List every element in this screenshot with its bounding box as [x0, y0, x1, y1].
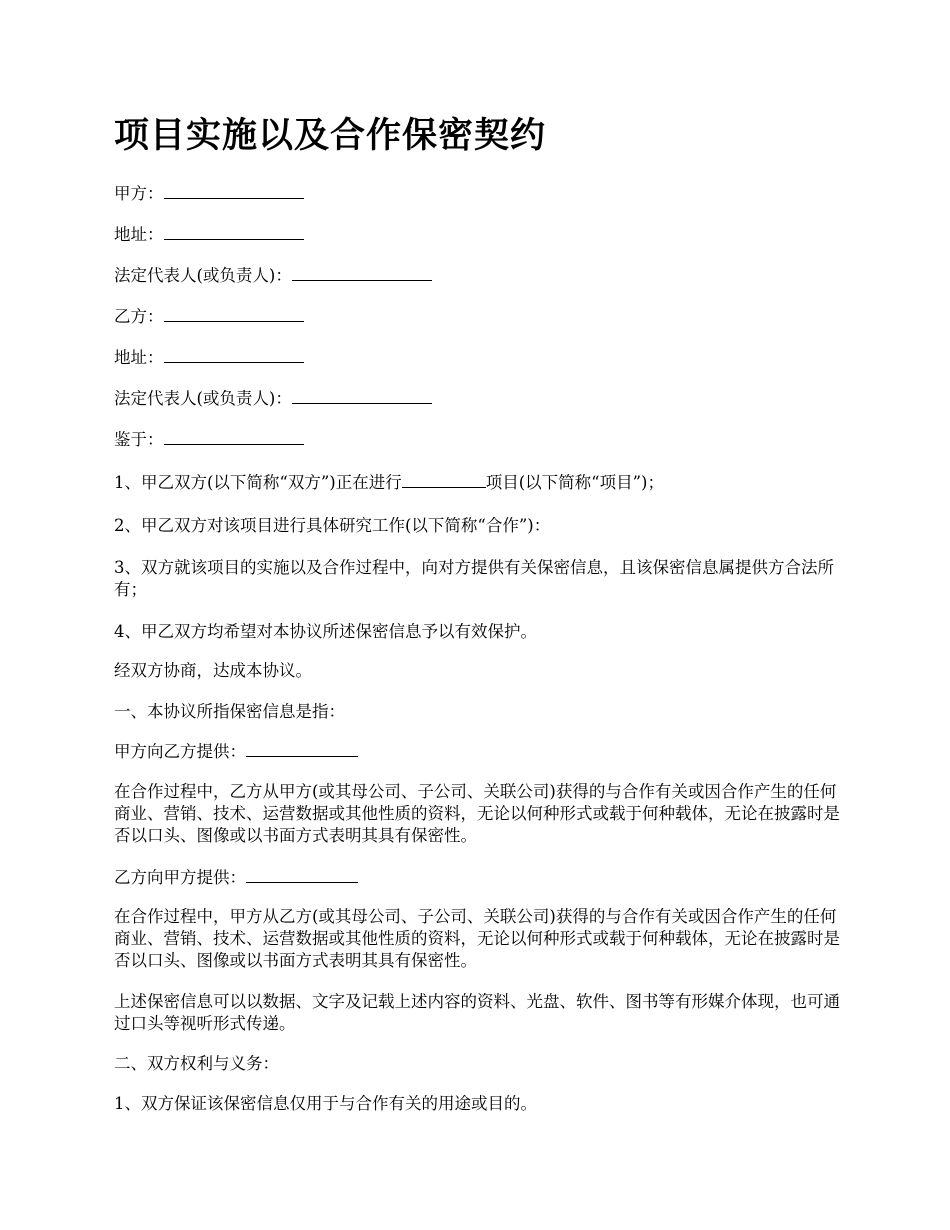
recital-3: 3、双方就该项目的实施以及合作过程中，向对方提供有关保密信息，且该保密信息属提供方合法所有；	[114, 558, 834, 599]
a-to-b-paragraph: 在合作过程中，乙方从甲方(或其母公司、子公司、关联公司)获得的与合作有关或因合作产生的任何商业、营销、技术、运营数据或其他性质的资料，无论以何种形式或载于何种载体，无论在披露时是否以口头、图像或以书面方式表明其具有保密性。	[114, 782, 840, 845]
party-b-address-label: 地址：	[114, 348, 164, 367]
party-b-label: 乙方：	[114, 307, 164, 326]
party-a-rep-label: 法定代表人(或负责人)：	[114, 266, 292, 285]
party-b-address-blank	[164, 346, 304, 363]
party-a-rep-blank	[292, 264, 432, 281]
recital-1-before: 1、甲乙双方(以下简称“双方”)正在进行	[114, 473, 402, 492]
party-b-rep-line	[114, 387, 844, 410]
recital-1-after: 项目(以下简称“项目”)；	[485, 473, 664, 492]
b-to-a-blank	[246, 866, 358, 883]
b-to-a-paragraph: 在合作过程中，甲方从乙方(或其母公司、子公司、关联公司)获得的与合作有关或因合作产生的任何商业、营销、技术、运营数据或其他性质的资料，无论以何种形式或载于何种载体，无论在披露时是否以口头、图像或以书面方式表明其具有保密性。	[114, 907, 840, 970]
a-to-b-blank	[246, 740, 358, 757]
party-b-rep-label: 法定代表人(或负责人)：	[114, 389, 292, 408]
party-b-rep-blank	[292, 387, 432, 404]
party-a-address-line	[114, 223, 844, 246]
party-a-label: 甲方：	[114, 184, 164, 203]
a-to-b-line	[114, 740, 844, 763]
information-forms-paragraph: 上述保密信息可以以数据、文字及记载上述内容的资料、光盘、软件、图书等有形媒介体现，也可通过口头等视听形式传递。	[114, 992, 840, 1033]
whereas-line	[114, 428, 844, 451]
recital-4: 4、甲乙双方均希望对本协议所述保密信息予以有效保护。	[114, 622, 537, 641]
document-title: 项目实施以及合作保密契约	[114, 116, 547, 156]
a-to-b-label: 甲方向乙方提供：	[114, 742, 246, 761]
section-2-heading: 二、双方权利与义务：	[114, 1054, 279, 1073]
b-to-a-label: 乙方向甲方提供：	[114, 868, 246, 887]
recital-1	[114, 471, 844, 494]
party-a-blank	[164, 182, 304, 199]
party-a-address-label: 地址：	[114, 225, 164, 244]
section-1-heading: 一、本协议所指保密信息是指：	[114, 702, 345, 721]
agreement-statement: 经双方协商，达成本协议。	[114, 661, 312, 680]
section-2-item-1: 1、双方保证该保密信息仅用于与合作有关的用途或目的。	[114, 1094, 537, 1113]
recital-2: 2、甲乙双方对该项目进行具体研究工作(以下简称“合作”)：	[114, 516, 551, 535]
party-a-address-blank	[164, 223, 304, 240]
party-a-line	[114, 182, 844, 205]
party-b-line	[114, 305, 844, 328]
whereas-label: 鉴于：	[114, 430, 164, 449]
party-b-blank	[164, 305, 304, 322]
b-to-a-line	[114, 866, 844, 889]
whereas-blank	[164, 428, 304, 445]
party-a-rep-line	[114, 264, 844, 287]
recital-1-project-blank	[402, 471, 486, 488]
party-b-address-line	[114, 346, 844, 369]
